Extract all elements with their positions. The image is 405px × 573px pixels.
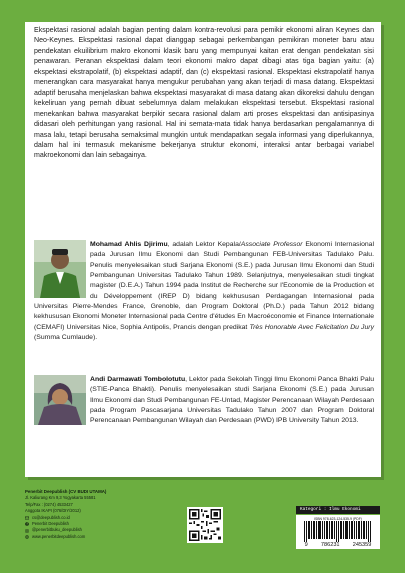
- publisher-member: Anggota IKAPI (076/DIY/2012): [25, 508, 81, 514]
- contact-facebook: Penerbit Deepublish: [25, 521, 165, 527]
- contact-website: www.penerbitdeepublish.com: [25, 534, 165, 540]
- isbn-barcode-block: [296, 515, 380, 549]
- publisher-name: Penerbit Deepublish (CV BUDI UTAMA): [25, 489, 107, 494]
- contact-email: cs@deepublish.co.id: [25, 515, 165, 521]
- author-name-2: Andi Darmawati Tombolotutu: [90, 376, 186, 383]
- author-photo-1: [34, 240, 86, 298]
- contact-instagram: @penerbitbuku_deepublish: [25, 527, 165, 533]
- publisher-phone: Telp/Fax : (0274) 4533427: [25, 501, 73, 507]
- author-bio-2: Andi Darmawati Tombolotutu, Lektor pada Sekolah Tinggi Ilmu Ekonomi Panca Bhakti Palu (STIE-Panca Bhakti). Penulis menyelesaikan studi Sarjana Ekonomi (S.E.) pada Jurusan Ilmu Ekonomi dan Studi Pembangunan FE-Untad, Magister Perencanaan Wilayah Perdesaan pada Program Pascasarjana Universitas Tadulako Tahun 2007 dan Program Doktoral Perencanaan Pembangunan Wilayah dan Perdesaan (PWD) IPB University Tahun 2013.: [90, 376, 375, 425]
- publisher-address: Jl. Kaliurang Km 9,3 Yogyakarta 55581: [25, 495, 96, 501]
- author-photo-2: [34, 375, 86, 425]
- isbn-label: ISBN 978-623-124-535-9 (PDF): [314, 517, 362, 521]
- author-profile-2: [34, 375, 374, 475]
- synopsis-text: Ekspektasi rasional adalah bagian penting dalam kontra-revolusi para pemikir ekonomi aliran Keynes dan Neo-Keynes. Ekspektasi rasional dapat dianggap sebagai perkembangan pemikiran moneter baru atau pendekatan ekuilibrium makro ekonomi klasik baru yang mempunyai kaitan erat dengan pendekatan sisi penawaran. Peranan ekspektasi dalam teori ekonomi makro dapat dibagi atas tiga bagian yaitu: (a) ekspektasi ekstrapolatif, (b) ekspektasi adaptif, dan (c) ekspektasi rasional. Ekspektasi ekstrapolatif hanya menerangkan cara masyarakat hanya mengukur perubahan yang akan terjadi di masa datang. Ekspektasi adaptif berusaha menjelaskan bahwa ekspektasi masyarakat di masa datang akan dikoreksi dahulu dengan kekeliruan yang pernah dibuat sebelumnya dalam melakukan ekspektasi tersebut. Ekspektasi rasional menekankan bahwa masyarakat berpikir secara rasional dalam arti proses ekspektasi dan antisipasinya didasari oleh perhitungan yang rasional. Hal ini semata-mata tidak hanya berdasarkan pengalamannya di masa lalu, tetapi berusaha semaksimal mungkin untuk mendapatkan segala informasi yang diperlukannya, dalam hal ini termasuk mekanisme bekerjanya struktur ekonomi, interaksi antar berbagai variabel makroekonomi dan lain sebagainya.: [34, 27, 374, 160]
- category-label: Kategori : Ilmu Ekonomi: [296, 506, 380, 514]
- qr-code: [187, 507, 223, 543]
- instagram-icon: [25, 529, 29, 533]
- mail-icon: [25, 516, 29, 520]
- author-bio-1: Mohamad Ahlis Djirimu, adalah Lektor Kepala/Associate Professor Ekonomi Internasional pada Jurusan Ilmu Ekonomi dan Studi Pembangunan FEB-Universitas Tadulako Palu. Penulis menyelesaikan studi Sarjana Ekonomi (S.E.) pada Jurusan Ilmu Ekonomi dan Studi Pembangunan Universitas Tadulako Tahun 1989. Selanjutnya, menyelesaikan studi tingkat magister (D.E.A.) Tahun 1994 pada Institut de Recherche sur l'Economie de la Production et du Développement (IREP D) bidang kekhususan Perdagangan Internasional pada Universitas Pierre-Mendes France, Grenoble, dan Program Doktoral (Ph.D.) pada Tahun 2012 bidang kekhususan Ekonomi Moneter Internasional pada Centre d'études En Macroéconomie et Finance Internationale (CEMAFI) Universitas Nice, Sophia Antipolis, Prancis dengan predikat Très Honorable Avec Felicitation Du Jury (Summa Cumlaude).: [34, 241, 375, 342]
- barcode-icon: [302, 521, 374, 542]
- publisher-info: [25, 489, 165, 540]
- footer: [0, 477, 405, 573]
- facebook-icon: [25, 522, 29, 526]
- isbn-digits: 9 786231 245359: [304, 542, 372, 548]
- author-name-1: Mohamad Ahlis Djirimu: [90, 241, 168, 248]
- author-profile-1: [34, 240, 374, 360]
- globe-icon: [25, 535, 29, 539]
